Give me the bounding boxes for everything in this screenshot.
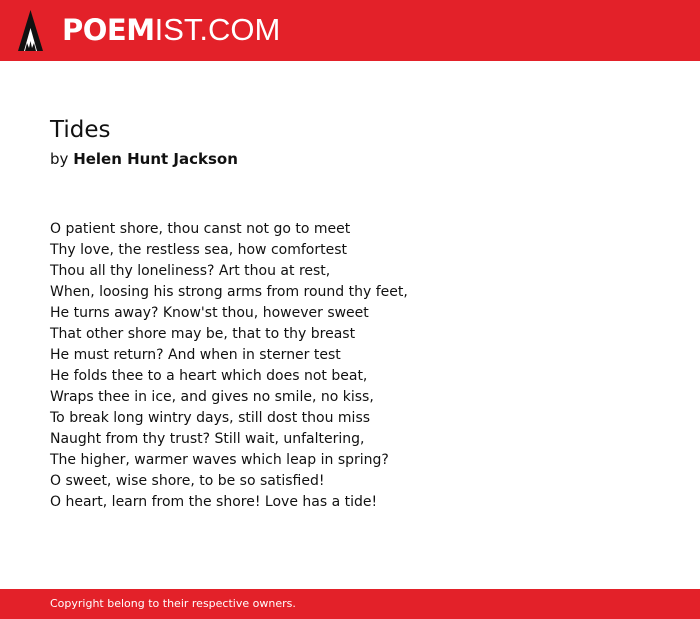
- poem-line: Thy love, the restless sea, how comfortest: [50, 242, 347, 258]
- poem-body: [50, 219, 408, 513]
- poem-line: O sweet, wise shore, to be so satisfied!: [50, 473, 325, 489]
- poem-line: Thou all thy loneliness? Art thou at rest,: [50, 263, 331, 279]
- logo-bold-text: POEM: [62, 13, 155, 47]
- poem-title: Tides: [50, 117, 111, 143]
- poem-line: Wraps thee in ice, and gives no smile, no kiss,: [50, 389, 374, 405]
- poem-author: Helen Hunt Jackson: [73, 150, 238, 168]
- by-label: by: [50, 150, 69, 168]
- poem-byline: [50, 149, 238, 169]
- site-logo[interactable]: [62, 12, 280, 48]
- site-footer: [0, 589, 700, 619]
- copyright-text: Copyright belong to their respective owners.: [50, 597, 296, 610]
- pencil-icon[interactable]: [18, 10, 43, 51]
- poem-line: He folds thee to a heart which does not beat,: [50, 368, 368, 384]
- poem-line: He must return? And when in sterner test: [50, 347, 341, 363]
- poem-line: Naught from thy trust? Still wait, unfaltering,: [50, 431, 365, 447]
- logo-light-text: IST.COM: [154, 12, 281, 47]
- poem-line: That other shore may be, that to thy breast: [50, 326, 356, 342]
- poem-line: The higher, warmer waves which leap in spring?: [50, 452, 389, 468]
- site-header: [0, 0, 700, 61]
- poem-line: When, loosing his strong arms from round thy feet,: [50, 284, 408, 300]
- poem-line: To break long wintry days, still dost thou miss: [50, 410, 371, 426]
- poem-line: He turns away? Know'st thou, however sweet: [50, 305, 369, 321]
- poem-line: O patient shore, thou canst not go to meet: [50, 221, 351, 237]
- poem-line: O heart, learn from the shore! Love has a tide!: [50, 494, 378, 510]
